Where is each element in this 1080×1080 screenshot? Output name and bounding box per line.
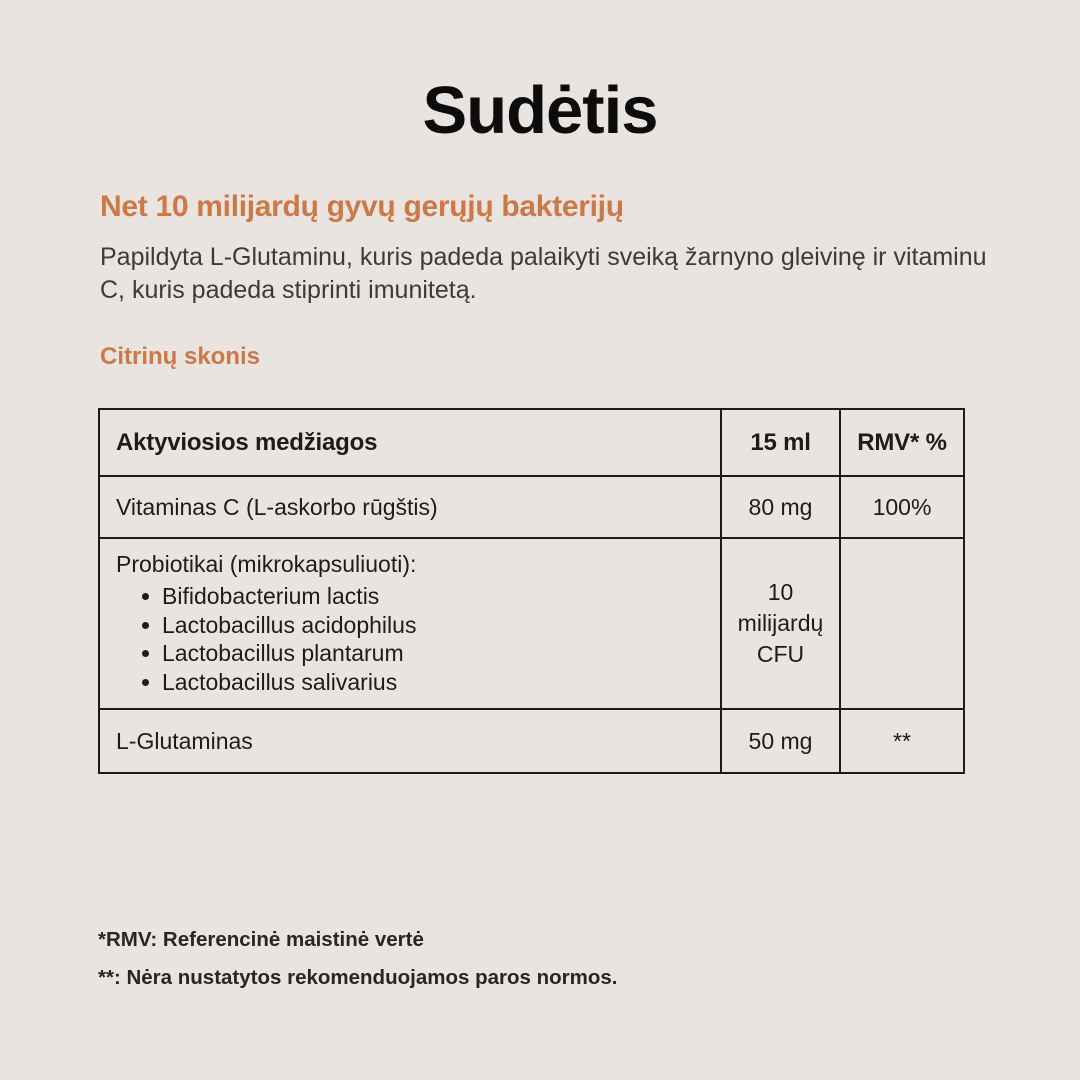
amount-line: CFU [756, 641, 805, 667]
list-item: Lactobacillus acidophilus [116, 611, 710, 640]
table-row-vitamin-c [99, 476, 964, 538]
column-header-15ml: 15 ml [721, 409, 840, 476]
footnote-no-daily-norm: **: Nėra nustatytos rekomenduojamos paros normos. [98, 966, 618, 989]
table-header-row [99, 409, 964, 476]
amount-line: 10 [767, 579, 794, 605]
amount-line: milijardų [737, 610, 824, 636]
intro-heading: Net 10 milijardų gyvų gerųjų bakterijų [100, 190, 624, 223]
list-item: Lactobacillus plantarum [116, 639, 710, 668]
ingredient-rmv: 100% [840, 476, 964, 538]
list-item: Bifidobacterium lactis [116, 582, 710, 611]
ingredient-amount: 80 mg [721, 476, 840, 538]
ingredients-table [98, 408, 965, 774]
ingredient-amount: 50 mg [721, 709, 840, 773]
column-header-rmv: RMV* % [840, 409, 964, 476]
column-header-active-substances: Aktyviosios medžiagos [99, 409, 721, 476]
page-title: Sudėtis [422, 73, 658, 148]
footnotes [98, 927, 978, 991]
ingredient-amount [721, 538, 840, 709]
intro-description: Papildyta L-Glutaminu, kuris padeda palaikyti sveiką žarnyno gleivinę ir vitaminu C, kuris padeda stiprinti imunitetą. [100, 243, 987, 304]
table-row-probiotics [99, 538, 964, 709]
ingredient-rmv [840, 538, 964, 709]
probiotics-title: Probiotikai (mikrokapsuliuoti): [116, 551, 417, 577]
ingredient-name: Vitaminas C (L-askorbo rūgštis) [99, 476, 721, 538]
table-row-l-glutamine [99, 709, 964, 773]
ingredient-rmv: ** [840, 709, 964, 773]
list-item: Lactobacillus salivarius [116, 668, 710, 697]
probiotics-strain-list [116, 582, 710, 696]
flavor-label: Citrinų skonis [100, 343, 261, 370]
ingredient-name: L-Glutaminas [99, 709, 721, 773]
footnote-rmv: *RMV: Referencinė maistinė vertė [98, 928, 424, 951]
ingredient-name [99, 538, 721, 709]
